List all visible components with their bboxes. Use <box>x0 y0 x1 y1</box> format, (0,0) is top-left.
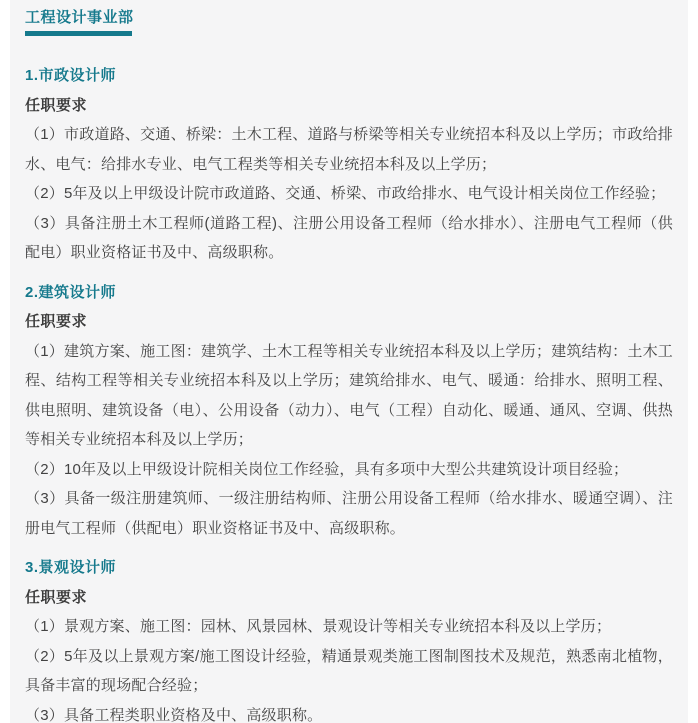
content-panel <box>10 0 688 723</box>
requirement-item: （3）具备一级注册建筑师、一级注册结构师、注册公用设备工程师（给水排水、暖通空调）、注册电气工程师（供配电）职业资格证书及中、高级职称。 <box>25 490 673 537</box>
section-heading: 2.建筑设计师 <box>25 283 117 301</box>
section-heading: 1.市政设计师 <box>25 67 117 84</box>
title-underline <box>25 31 132 36</box>
requirement-item: （3）具备工程类职业资格及中、高级职称。 <box>25 706 323 723</box>
requirement-item: （1）景观方案、施工图：园林、风景园林、景观设计等相关专业统招本科及以上学历； <box>25 618 612 635</box>
requirement-item: （2）5年及以上甲级设计院市政道路、交通、桥梁、市政给排水、电气设计相关岗位工作经验； <box>25 185 666 202</box>
requirement-item: （2）5年及以上景观方案/施工图设计经验，精通景观类施工图制图技术及规范，熟悉南北植物，具备丰富的现场配合经验； <box>25 647 673 694</box>
section-subheading: 任职要求 <box>25 588 88 606</box>
section-heading: 3.景观设计师 <box>25 559 117 576</box>
requirement-item: （2）10年及以上甲级设计院相关岗位工作经验，具有多项中大型公共建筑设计项目经验； <box>25 460 629 478</box>
section-subheading: 任职要求 <box>25 96 88 114</box>
page-title: 工程设计事业部 <box>25 9 134 26</box>
section-subheading: 任职要求 <box>25 313 88 330</box>
requirement-item: （1）建筑方案、施工图：建筑学、土木工程等相关专业统招本科及以上学历；建筑结构：土木工程、结构工程等相关专业统招本科及以上学历；建筑给排水、电气、暖通：给排水、照明工程、供电照明、建筑设备（电）、公用设备（动力）、电气（工程）自动化、暖通、通风、空调、供热等相关专业统招本科及以上学历； <box>25 342 673 448</box>
requirement-item: （3）具备注册土木工程师(道路工程)、注册公用设备工程师（给水排水）、注册电气工程师（供配电）职业资格证书及中、高级职称。 <box>25 214 673 261</box>
section-municipal-designer <box>25 61 673 268</box>
section-architectural-designer <box>25 278 673 544</box>
section-landscape-designer <box>25 553 673 723</box>
requirement-item: （1）市政道路、交通、桥梁：土木工程、道路与桥梁等相关专业统招本科及以上学历；市政给排水、电气：给排水专业、电气工程类等相关专业统招本科及以上学历； <box>25 126 673 173</box>
